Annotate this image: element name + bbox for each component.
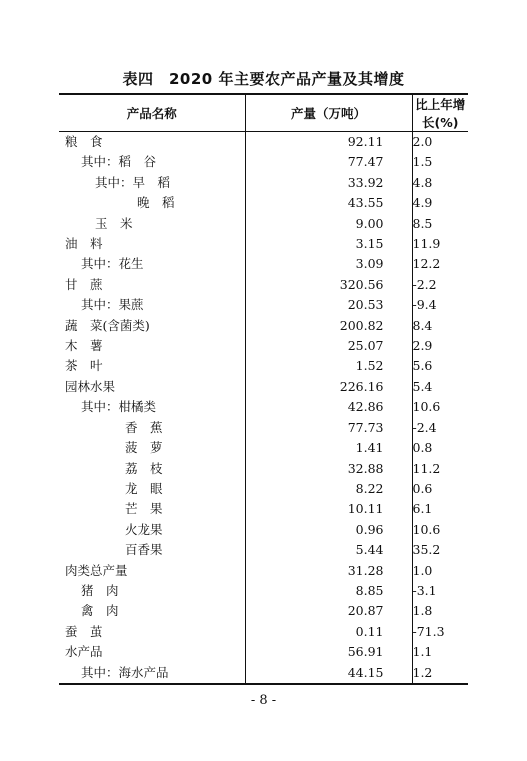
cell-growth: 35.2 [412,542,441,558]
cell-output: 8.22 [245,479,412,499]
cell-product-name: 其中：果蔗 [81,297,144,313]
cell-growth: 1.1 [412,644,433,660]
cell-product-name: 香 蕉 [125,419,163,435]
cell-output: 56.91 [245,642,412,662]
table-row [59,234,468,254]
cell-growth: -2.2 [412,276,437,292]
cell-product-name: 菠 萝 [125,440,163,456]
cell-growth: 4.8 [412,174,433,190]
header-growth: 比上年增长(%) [412,94,468,132]
cell-growth: -2.4 [412,419,437,435]
table-header-row [59,94,468,132]
cell-output: 77.73 [245,418,412,438]
cell-output: 20.53 [245,295,412,315]
cell-product-name: 蚕 茧 [65,623,103,639]
cell-product-name: 晚 稻 [137,195,175,211]
table-row [59,438,468,458]
table-row [59,663,468,684]
cell-output: 5.44 [245,540,412,560]
cell-product-name: 油 料 [65,236,103,252]
cell-product-name: 荔 枝 [125,460,163,476]
table-row [59,254,468,274]
cell-output: 92.11 [245,132,412,153]
cell-output: 3.09 [245,254,412,274]
table-body [59,132,468,684]
cell-growth: 4.9 [412,195,433,211]
production-table [59,93,468,685]
page-number: - 8 - [250,693,277,708]
table-row [59,561,468,581]
table-row [59,336,468,356]
table-row [59,479,468,499]
cell-growth: 5.6 [412,358,433,374]
cell-output: 43.55 [245,193,412,213]
cell-output: 10.11 [245,499,412,519]
cell-output: 42.86 [245,397,412,417]
cell-product-name: 玉 米 [95,215,133,231]
cell-growth: 12.2 [412,256,441,272]
cell-product-name: 水产品 [65,644,103,660]
cell-output: 31.28 [245,561,412,581]
production-table-container [59,93,468,685]
header-output: 产量（万吨） [245,94,412,132]
cell-output: 0.11 [245,622,412,642]
table-title: 表四 2020 年主要农产品产量及其增度 [122,70,405,88]
cell-growth: -71.3 [412,623,445,639]
cell-growth: 2.9 [412,338,433,354]
cell-growth: 6.1 [412,501,433,517]
cell-output: 320.56 [245,275,412,295]
table-row [59,418,468,438]
cell-output: 200.82 [245,316,412,336]
cell-growth: 0.8 [412,440,433,456]
cell-product-name: 甘 蔗 [65,276,103,292]
cell-product-name: 禽 肉 [81,603,119,619]
cell-growth: -9.4 [412,297,437,313]
cell-output: 25.07 [245,336,412,356]
cell-growth: 11.2 [412,460,441,476]
cell-product-name: 其中：早 稻 [95,174,171,190]
cell-growth: 1.5 [412,154,433,170]
cell-product-name: 其中：海水产品 [59,663,245,684]
cell-product-name: 火龙果 [125,521,163,537]
cell-product-name: 其中：稻 谷 [81,154,157,170]
table-row [59,622,468,642]
table-row [59,275,468,295]
cell-growth: 10.6 [412,399,441,415]
cell-product-name: 肉类总产量 [65,562,128,578]
cell-product-name: 茶 叶 [65,358,103,374]
cell-output: 77.47 [245,152,412,172]
table-row [59,152,468,172]
cell-output: 33.92 [245,173,412,193]
table-row [59,642,468,662]
cell-product-name: 粮 食 [65,134,103,149]
cell-product-name: 蔬 菜(含菌类) [65,317,150,333]
table-row [59,356,468,376]
cell-growth: 1.0 [412,562,433,578]
cell-growth: 8.5 [412,215,433,231]
cell-growth: 11.9 [412,236,441,252]
table-row [59,397,468,417]
cell-product-name: 园林水果 [65,378,116,394]
cell-product-name: 龙 眼 [125,480,163,496]
cell-output: 3.15 [245,234,412,254]
cell-growth: 1.2 [412,663,468,684]
cell-output: 226.16 [245,377,412,397]
cell-growth: 8.4 [412,317,433,333]
cell-output: 1.41 [245,438,412,458]
cell-output: 20.87 [245,601,412,621]
table-row [59,601,468,621]
cell-output: 1.52 [245,356,412,376]
cell-growth: -3.1 [412,582,437,598]
cell-product-name: 其中：柑橘类 [81,399,157,415]
table-row [59,520,468,540]
cell-output: 32.88 [245,459,412,479]
cell-growth: 1.8 [412,603,433,619]
table-row [59,214,468,234]
table-row [59,459,468,479]
header-product-name: 产品名称 [59,94,245,132]
cell-output: 9.00 [245,214,412,234]
table-row [59,173,468,193]
cell-growth: 5.4 [412,378,433,394]
table-row [59,377,468,397]
cell-product-name: 木 薯 [65,338,103,354]
cell-growth: 2.0 [412,134,433,149]
cell-growth: 10.6 [412,521,441,537]
table-row [59,581,468,601]
table-row [59,132,468,153]
table-row [59,316,468,336]
cell-output: 44.15 [245,663,412,684]
cell-growth: 0.6 [412,480,433,496]
cell-product-name: 百香果 [125,542,163,558]
cell-output: 8.85 [245,581,412,601]
cell-product-name: 猪 肉 [81,582,119,598]
cell-output: 0.96 [245,520,412,540]
cell-product-name: 其中：花生 [81,256,144,272]
cell-product-name: 芒 果 [125,501,163,517]
table-row [59,295,468,315]
table-row [59,193,468,213]
table-row [59,540,468,560]
table-row [59,499,468,519]
